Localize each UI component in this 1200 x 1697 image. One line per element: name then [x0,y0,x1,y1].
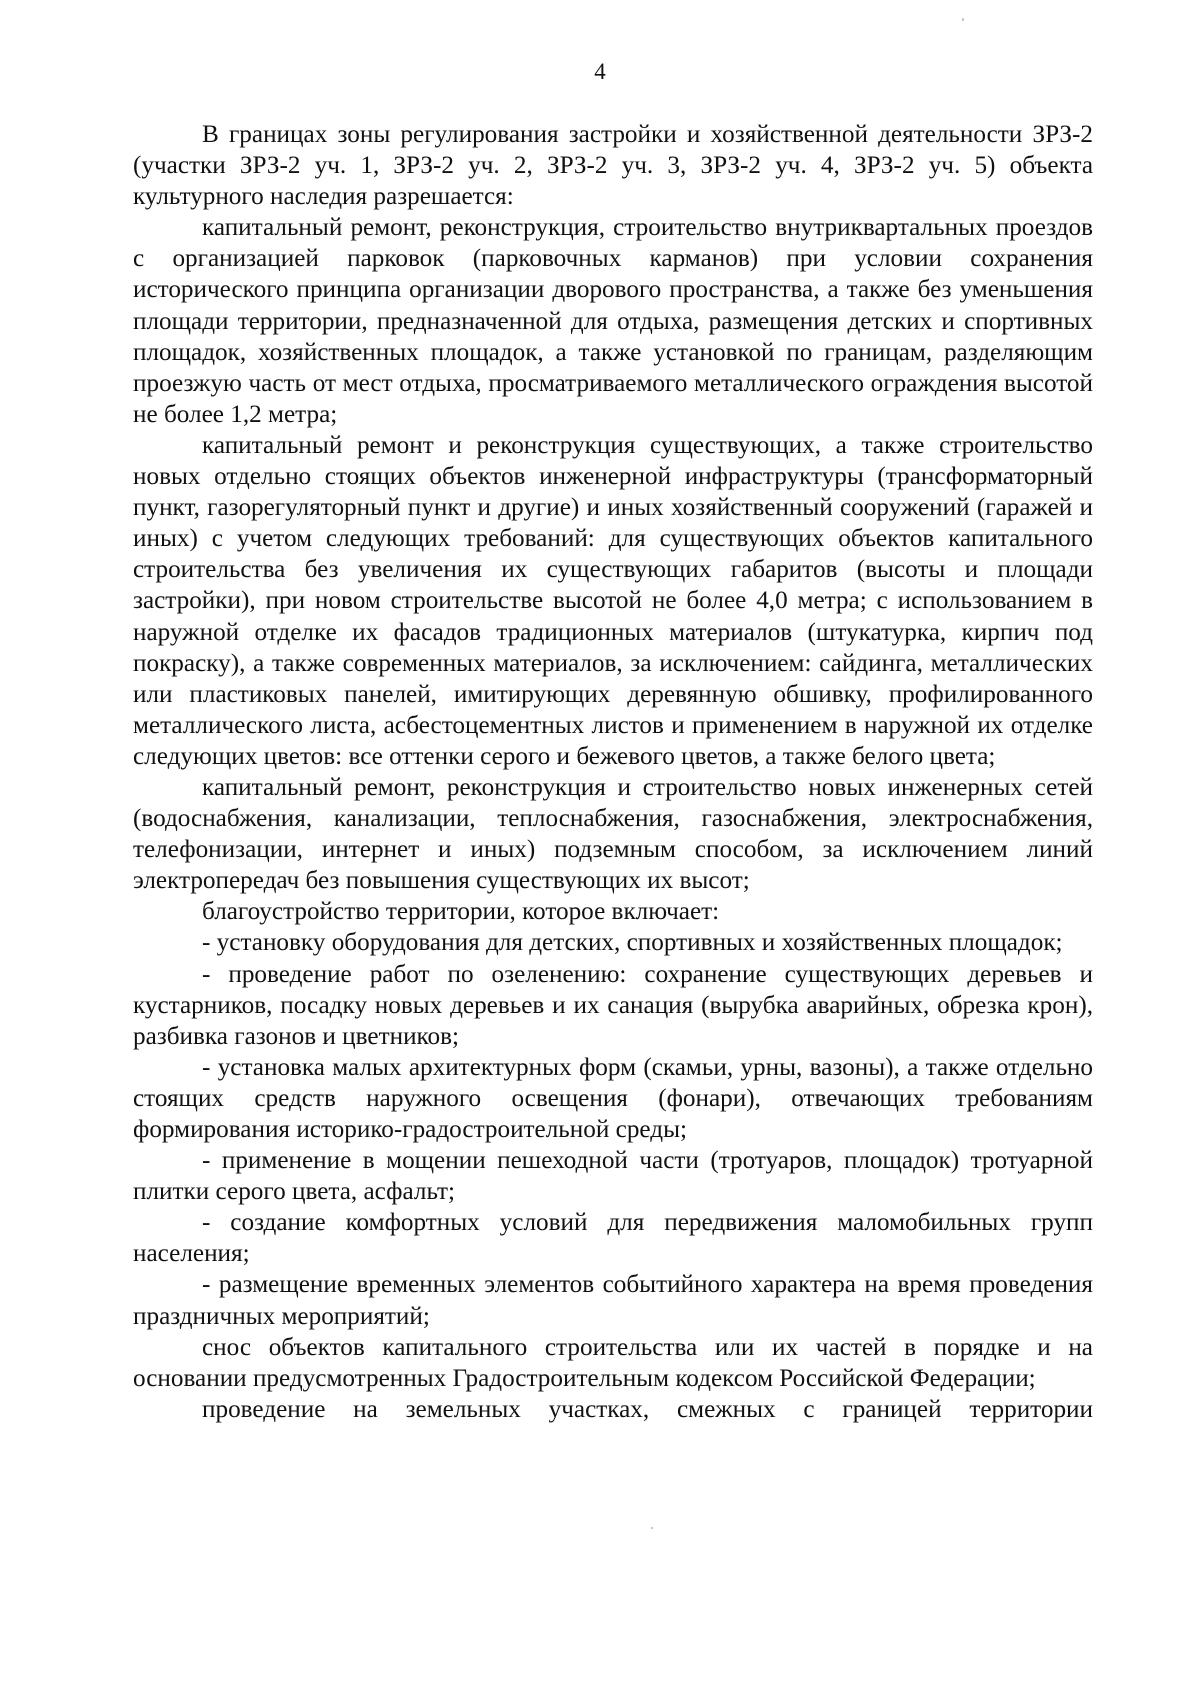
paragraph-utility-networks: капитальный ремонт, реконструкция и строительство новых инженерных сетей (водоснабжения, канализации, теплоснабжения, газоснабжения, электроснабжения, телефонизации, интернет и иных) подземным способом, за исключением линий электропередач без повышения существующих их высот; [133,773,1093,895]
paragraph-demolition: снос объектов капитального строительства или их частей в порядке и на основании предусмотренных Градостроительным кодексом Российской Федерации; [133,1333,1093,1392]
scan-artifact-top-right [962,18,964,21]
list-item-accessibility: - создание комфортных условий для передвижения маломобильных групп населения; [133,1209,1093,1268]
paragraph-driveways: капитальный ремонт, реконструкция, строительство внутриквартальных проездов с организацией парковок (парковочных карманов) при условии сохранения исторического принципа организации дворового пространства, а также без уменьшения площади территории, предназначенной для отдыха, размещения детских и спортивных площадок, хозяйственных площадок, а также установкой по границам, разделяющим проезжую часть от мест отдыха, просматриваемого металлического ограждения высотой не более 1,2 метра; [133,214,1093,428]
list-item-greening: - проведение работ по озеленению: сохранение существующих деревьев и кустарников, посадку новых деревьев и их санация (вырубка аварийных, обрезка крон), разбивка газонов и цветников; [133,960,1093,1050]
page-number: 4 [594,59,606,84]
document-body [133,119,1093,1425]
list-item-equipment: - установку оборудования для детских, спортивных и хозяйственных площадок; [202,929,1063,957]
paragraph-intro: В границах зоны регулирования застройки и хозяйственной деятельности ЗРЗ-2 (участки ЗРЗ-2 уч. 1, ЗРЗ-2 уч. 2, ЗРЗ-2 уч. 3, ЗРЗ-2 уч. 4, ЗРЗ-2 уч. 5) объекта культурного наследия разрешается: [133,121,1093,211]
list-item-temporary-elements: - размещение временных элементов событийного характера на время проведения праздничных мероприятий; [133,1271,1093,1330]
list-item-small-forms: - установка малых архитектурных форм (скамьи, урны, вазоны), а также отдельно стоящих средств наружного освещения (фонари), отвечающих требованиям формирования историко-градостроительной среды; [133,1053,1093,1143]
paragraph-continued: проведение на земельных участках, смежных с границей территории [202,1395,1093,1423]
scan-artifact-bottom [651,1527,653,1529]
paragraph-landscaping-intro: благоустройство территории, которое включает: [202,898,720,926]
paragraph-infrastructure: капитальный ремонт и реконструкция существующих, а также строительство новых отдельно стоящих объектов инженерной инфраструктуры (трансформаторный пункт, газорегуляторный пункт и другие) и иных хозяйственный сооружений (гаражей и иных) с учетом следующих требований: для существующих объектов капитального строительства без увеличения их существующих габаритов (высоты и площади застройки), при новом строительстве высотой не более 4,0 метра; с использованием в наружной отделке их фасадов традиционных материалов (штукатурка, кирпич под покраску), а также современных материалов, за исключением: сайдинга, металлических или пластиковых панелей, имитирующих деревянную обшивку, профилированного металлического листа, асбестоцементных листов и применением в наружной их отделке следующих цветов: все оттенки серого и бежевого цветов, а также белого цвета; [133,431,1093,770]
list-item-paving: - применение в мощении пешеходной части (тротуаров, площадок) тротуарной плитки серого цвета, асфальт; [133,1147,1093,1206]
